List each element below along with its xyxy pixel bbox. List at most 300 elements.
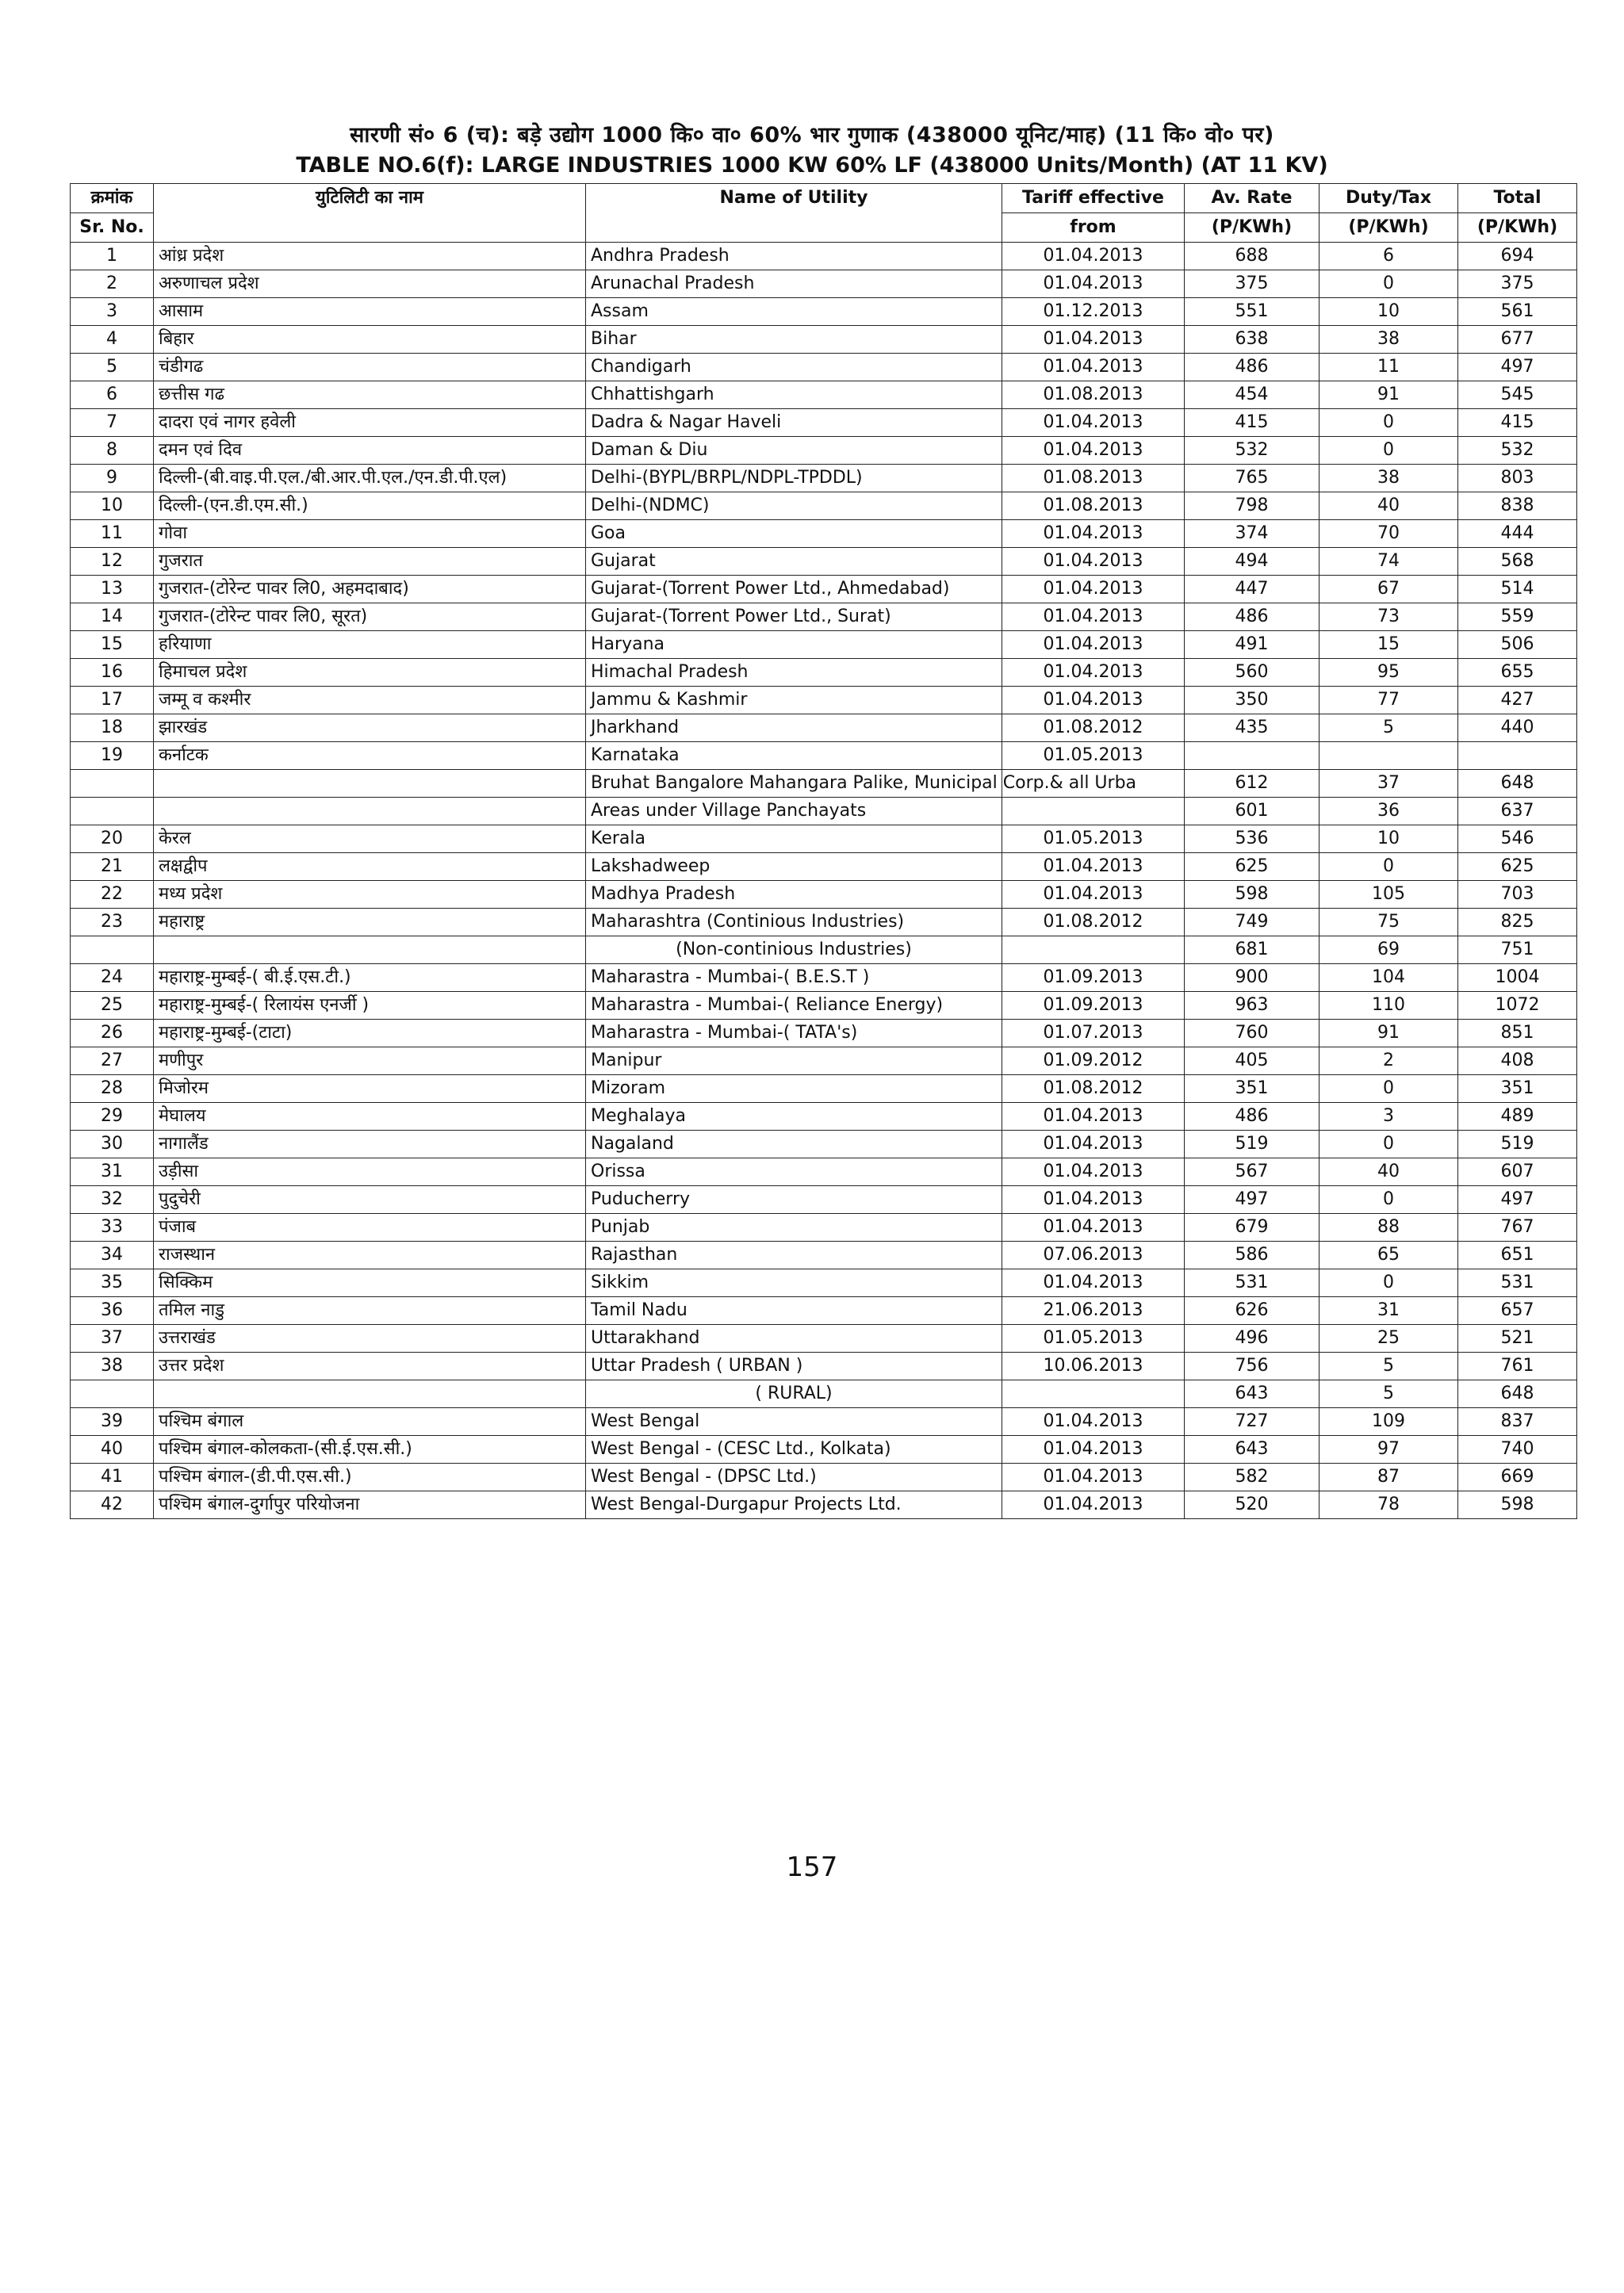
table-row [71,1020,1577,1047]
cell-sr-no: 21 [71,853,154,881]
cell-duty-tax: 0 [1320,853,1458,881]
cell-tariff-date: 01.05.2013 [1002,825,1185,853]
cell-av-rate: 598 [1185,881,1320,909]
cell-total: 521 [1458,1325,1577,1353]
cell-utility-hindi: महाराष्ट्र-मुम्बई-(टाटा) [154,1020,586,1047]
table-row [71,603,1577,631]
cell-utility-english: Rajasthan [586,1242,1002,1269]
cell-sr-no: 36 [71,1297,154,1325]
cell-utility-english: Nagaland [586,1131,1002,1158]
cell-duty-tax: 11 [1320,354,1458,381]
cell-sr-no: 9 [71,465,154,492]
header-rate-line1: Av. Rate [1185,184,1320,213]
cell-sr-no: 24 [71,964,154,992]
cell-duty-tax: 77 [1320,687,1458,714]
table-row [71,1325,1577,1353]
cell-utility-english: Puducherry [586,1186,1002,1214]
cell-duty-tax: 73 [1320,603,1458,631]
cell-av-rate: 520 [1185,1491,1320,1519]
cell-sr-no [71,798,154,825]
header-total-line1: Total [1458,184,1577,213]
cell-av-rate: 454 [1185,381,1320,409]
cell-av-rate: 519 [1185,1131,1320,1158]
table-row [71,326,1577,354]
cell-av-rate: 350 [1185,687,1320,714]
cell-total: 655 [1458,659,1577,687]
cell-av-rate: 626 [1185,1297,1320,1325]
cell-av-rate: 643 [1185,1380,1320,1408]
table-row [71,243,1577,270]
header-rate-line2: (P/KWh) [1185,213,1320,243]
cell-total: 838 [1458,492,1577,520]
cell-duty-tax: 10 [1320,298,1458,326]
cell-utility-english: Chhattishgarh [586,381,1002,409]
cell-tariff-date: 01.08.2013 [1002,492,1185,520]
cell-sr-no: 19 [71,742,154,770]
cell-utility-hindi: पुदुचेरी [154,1186,586,1214]
cell-tariff-date: 01.04.2013 [1002,853,1185,881]
cell-duty-tax [1320,742,1458,770]
cell-duty-tax: 38 [1320,326,1458,354]
cell-sr-no: 14 [71,603,154,631]
table-row [71,437,1577,465]
cell-utility-english: Chandigarh [586,354,1002,381]
cell-av-rate: 727 [1185,1408,1320,1436]
cell-duty-tax: 5 [1320,1380,1458,1408]
cell-av-rate: 486 [1185,603,1320,631]
cell-duty-tax: 0 [1320,1075,1458,1103]
cell-total: 648 [1458,770,1577,798]
cell-duty-tax: 91 [1320,1020,1458,1047]
cell-utility-hindi: पश्चिम बंगाल-कोलकता-(सी.ई.एस.सी.) [154,1436,586,1464]
table-row [71,381,1577,409]
table-row [71,853,1577,881]
cell-av-rate: 900 [1185,964,1320,992]
cell-utility-hindi [154,770,586,798]
cell-utility-english: Andhra Pradesh [586,243,1002,270]
cell-utility-hindi: कर्नाटक [154,742,586,770]
cell-utility-english: Himachal Pradesh [586,659,1002,687]
cell-tariff-date: 07.06.2013 [1002,1242,1185,1269]
cell-av-rate: 625 [1185,853,1320,881]
cell-total: 648 [1458,1380,1577,1408]
cell-av-rate: 551 [1185,298,1320,326]
cell-utility-english: Jharkhand [586,714,1002,742]
cell-duty-tax: 25 [1320,1325,1458,1353]
cell-utility-hindi: गुजरात [154,548,586,576]
cell-av-rate: 749 [1185,909,1320,936]
cell-duty-tax: 109 [1320,1408,1458,1436]
cell-duty-tax: 87 [1320,1464,1458,1491]
cell-tariff-date: 01.04.2013 [1002,1269,1185,1297]
cell-utility-english: Uttarakhand [586,1325,1002,1353]
header-utility-hindi: युटिलिटी का नाम [154,184,586,243]
cell-sr-no: 23 [71,909,154,936]
cell-utility-hindi: दिल्ली-(बी.वाइ.पी.एल./बी.आर.पी.एल./एन.डी.पी.एल) [154,465,586,492]
cell-total: 514 [1458,576,1577,603]
table-row [71,631,1577,659]
cell-tariff-date: 01.04.2013 [1002,1186,1185,1214]
cell-utility-hindi: मध्य प्रदेश [154,881,586,909]
cell-utility-hindi: मणीपुर [154,1047,586,1075]
cell-av-rate: 560 [1185,659,1320,687]
cell-duty-tax: 91 [1320,381,1458,409]
cell-utility-hindi: नागालैंड [154,1131,586,1158]
cell-sr-no: 28 [71,1075,154,1103]
cell-tariff-date: 01.04.2013 [1002,409,1185,437]
cell-av-rate: 532 [1185,437,1320,465]
table-row [71,1269,1577,1297]
cell-av-rate: 375 [1185,270,1320,298]
cell-duty-tax: 40 [1320,1158,1458,1186]
cell-utility-english: Delhi-(BYPL/BRPL/NDPL-TPDDL) [586,465,1002,492]
cell-utility-hindi: लक्षद्वीप [154,853,586,881]
cell-sr-no: 8 [71,437,154,465]
cell-sr-no: 31 [71,1158,154,1186]
cell-duty-tax: 69 [1320,936,1458,964]
cell-sr-no: 35 [71,1269,154,1297]
cell-utility-english: Maharastra - Mumbai-( TATA's) [586,1020,1002,1047]
table-row [71,1464,1577,1491]
cell-av-rate: 643 [1185,1436,1320,1464]
cell-utility-hindi: तमिल नाडु [154,1297,586,1325]
cell-tariff-date: 01.08.2012 [1002,714,1185,742]
cell-tariff-date: 01.04.2013 [1002,1491,1185,1519]
cell-total: 677 [1458,326,1577,354]
cell-total: 694 [1458,243,1577,270]
cell-av-rate: 435 [1185,714,1320,742]
cell-utility-hindi: दमन एवं दिव [154,437,586,465]
cell-duty-tax: 88 [1320,1214,1458,1242]
cell-total: 703 [1458,881,1577,909]
cell-utility-hindi: आंध्र प्रदेश [154,243,586,270]
table-row [71,714,1577,742]
cell-tariff-date: 01.09.2012 [1002,1047,1185,1075]
cell-utility-hindi: उत्तर प्रदेश [154,1353,586,1380]
cell-sr-no: 3 [71,298,154,326]
cell-utility-english: Gujarat-(Torrent Power Ltd., Surat) [586,603,1002,631]
cell-sr-no [71,936,154,964]
table-title-english: TABLE NO.6(f): LARGE INDUSTRIES 1000 KW 60% LF (438000 Units/Month) (AT 11 KV) [296,153,1328,178]
cell-sr-no: 37 [71,1325,154,1353]
cell-total: 531 [1458,1269,1577,1297]
cell-av-rate: 582 [1185,1464,1320,1491]
table-title-hindi: सारणी सं० 6 (च): बड़े उद्योग 1000 कि० वा० 60% भार गुणाक (438000 यूनिट/माह) (11 कि० वो० पर) [350,123,1274,147]
cell-tariff-date: 01.09.2013 [1002,964,1185,992]
cell-total: 497 [1458,354,1577,381]
cell-duty-tax: 0 [1320,409,1458,437]
cell-utility-english: Manipur [586,1047,1002,1075]
cell-av-rate: 374 [1185,520,1320,548]
cell-sr-no: 6 [71,381,154,409]
cell-utility-english: Maharastra - Mumbai-( Reliance Energy) [586,992,1002,1020]
cell-tariff-date: 01.07.2013 [1002,1020,1185,1047]
cell-total: 415 [1458,409,1577,437]
cell-utility-english: Dadra & Nagar Haveli [586,409,1002,437]
cell-sr-no: 40 [71,1436,154,1464]
cell-total: 803 [1458,465,1577,492]
cell-tariff-date: 01.04.2013 [1002,1408,1185,1436]
cell-av-rate: 756 [1185,1353,1320,1380]
cell-total: 598 [1458,1491,1577,1519]
cell-utility-hindi: हिमाचल प्रदेश [154,659,586,687]
header-sr-english: Sr. No. [71,213,154,243]
cell-av-rate: 531 [1185,1269,1320,1297]
cell-sr-no: 10 [71,492,154,520]
cell-total: 546 [1458,825,1577,853]
cell-sr-no: 12 [71,548,154,576]
cell-utility-hindi: महाराष्ट्र [154,909,586,936]
page-number: 157 [786,1851,838,1883]
cell-total: 440 [1458,714,1577,742]
cell-utility-english: Goa [586,520,1002,548]
cell-av-rate: 496 [1185,1325,1320,1353]
cell-total: 375 [1458,270,1577,298]
cell-total: 1004 [1458,964,1577,992]
cell-total: 568 [1458,548,1577,576]
cell-tariff-date [1002,798,1185,825]
table-body [71,243,1577,1519]
cell-tariff-date: 01.04.2013 [1002,243,1185,270]
cell-utility-hindi: बिहार [154,326,586,354]
cell-tariff-date: 01.04.2013 [1002,1214,1185,1242]
cell-av-rate: 447 [1185,576,1320,603]
cell-tariff-date: 01.04.2013 [1002,631,1185,659]
cell-av-rate: 351 [1185,1075,1320,1103]
cell-tariff-date: 01.04.2013 [1002,1103,1185,1131]
cell-sr-no: 42 [71,1491,154,1519]
cell-av-rate: 491 [1185,631,1320,659]
cell-utility-english: West Bengal [586,1408,1002,1436]
cell-sr-no: 5 [71,354,154,381]
cell-duty-tax: 0 [1320,1131,1458,1158]
table-row [71,1047,1577,1075]
header-sr-hindi: क्रमांक [71,184,154,213]
cell-utility-hindi: मेघालय [154,1103,586,1131]
cell-utility-english: Tamil Nadu [586,1297,1002,1325]
cell-utility-english: Sikkim [586,1269,1002,1297]
cell-av-rate: 688 [1185,243,1320,270]
cell-duty-tax: 110 [1320,992,1458,1020]
cell-tariff-date: 01.04.2013 [1002,576,1185,603]
cell-av-rate: 486 [1185,1103,1320,1131]
cell-total: 559 [1458,603,1577,631]
cell-duty-tax: 95 [1320,659,1458,687]
cell-tariff-date: 01.04.2013 [1002,326,1185,354]
cell-utility-hindi: पंजाब [154,1214,586,1242]
cell-utility-hindi: दिल्ली-(एन.डी.एम.सी.) [154,492,586,520]
tariff-table [70,183,1577,1519]
cell-sr-no: 11 [71,520,154,548]
cell-sr-no: 4 [71,326,154,354]
cell-tariff-date: 21.06.2013 [1002,1297,1185,1325]
cell-av-rate: 415 [1185,409,1320,437]
cell-tariff-date: 01.04.2013 [1002,603,1185,631]
table-row [71,1380,1577,1408]
cell-av-rate: 679 [1185,1214,1320,1242]
cell-utility-hindi: महाराष्ट्र-मुम्बई-( बी.ई.एस.टी.) [154,964,586,992]
cell-sr-no: 7 [71,409,154,437]
table-row [71,1131,1577,1158]
cell-duty-tax: 3 [1320,1103,1458,1131]
cell-utility-english: Assam [586,298,1002,326]
cell-utility-english: Bihar [586,326,1002,354]
cell-duty-tax: 0 [1320,1269,1458,1297]
cell-utility-english: Daman & Diu [586,437,1002,465]
cell-utility-english: Haryana [586,631,1002,659]
cell-utility-english: Meghalaya [586,1103,1002,1131]
cell-duty-tax: 31 [1320,1297,1458,1325]
cell-tariff-date: 01.04.2013 [1002,354,1185,381]
table-row [71,881,1577,909]
cell-total: 444 [1458,520,1577,548]
cell-utility-english: West Bengal - (CESC Ltd., Kolkata) [586,1436,1002,1464]
cell-utility-hindi [154,1380,586,1408]
cell-total: 351 [1458,1075,1577,1103]
cell-utility-english: Gujarat [586,548,1002,576]
table-row [71,687,1577,714]
cell-utility-hindi: पश्चिम बंगाल-दुर्गापुर परियोजना [154,1491,586,1519]
cell-av-rate: 494 [1185,548,1320,576]
cell-utility-hindi: गोवा [154,520,586,548]
cell-total: 408 [1458,1047,1577,1075]
cell-sr-no: 33 [71,1214,154,1242]
cell-duty-tax: 38 [1320,465,1458,492]
cell-utility-hindi: गुजरात-(टोरेन्ट पावर लि0, अहमदाबाद) [154,576,586,603]
cell-total: 837 [1458,1408,1577,1436]
cell-duty-tax: 67 [1320,576,1458,603]
cell-sr-no [71,770,154,798]
cell-tariff-date: 01.08.2013 [1002,381,1185,409]
cell-tariff-date: 01.04.2013 [1002,687,1185,714]
cell-utility-hindi: अरुणाचल प्रदेश [154,270,586,298]
table-header [71,184,1577,243]
cell-utility-english: (Non-continious Industries) [586,936,1002,964]
cell-tariff-date: 01.04.2013 [1002,1464,1185,1491]
table-row [71,659,1577,687]
cell-total: 851 [1458,1020,1577,1047]
cell-duty-tax: 0 [1320,437,1458,465]
cell-utility-english: Jammu & Kashmir [586,687,1002,714]
cell-av-rate: 638 [1185,326,1320,354]
cell-sr-no: 41 [71,1464,154,1491]
cell-duty-tax: 15 [1320,631,1458,659]
cell-utility-english: Uttar Pradesh ( URBAN ) [586,1353,1002,1380]
cell-tariff-date: 01.04.2013 [1002,1436,1185,1464]
cell-utility-hindi: उत्तराखंड [154,1325,586,1353]
header-utility-english: Name of Utility [586,184,1002,243]
table-row [71,492,1577,520]
cell-utility-hindi: झारखंड [154,714,586,742]
cell-utility-english: Gujarat-(Torrent Power Ltd., Ahmedabad) [586,576,1002,603]
cell-total: 767 [1458,1214,1577,1242]
cell-total [1458,742,1577,770]
cell-utility-english: Bruhat Bangalore Mahangara Palike, Municipal Corp.& all Urba [586,770,1002,798]
cell-sr-no: 29 [71,1103,154,1131]
cell-duty-tax: 5 [1320,714,1458,742]
cell-utility-hindi: महाराष्ट्र-मुम्बई-( रिलायंस एनर्जी ) [154,992,586,1020]
cell-duty-tax: 70 [1320,520,1458,548]
table-row [71,1214,1577,1242]
cell-utility-english: Delhi-(NDMC) [586,492,1002,520]
cell-utility-english: Areas under Village Panchayats [586,798,1002,825]
cell-utility-hindi [154,798,586,825]
cell-utility-hindi: जम्मू व कश्मीर [154,687,586,714]
cell-utility-hindi [154,936,586,964]
cell-duty-tax: 2 [1320,1047,1458,1075]
cell-tariff-date: 01.04.2013 [1002,659,1185,687]
table-row [71,825,1577,853]
cell-utility-english: Arunachal Pradesh [586,270,1002,298]
cell-utility-english: ( RURAL) [586,1380,1002,1408]
cell-sr-no: 26 [71,1020,154,1047]
cell-total: 825 [1458,909,1577,936]
cell-sr-no: 39 [71,1408,154,1436]
cell-av-rate: 760 [1185,1020,1320,1047]
cell-sr-no: 16 [71,659,154,687]
cell-utility-hindi: उड़ीसा [154,1158,586,1186]
cell-tariff-date: 01.04.2013 [1002,1131,1185,1158]
cell-tariff-date: 01.04.2013 [1002,548,1185,576]
cell-duty-tax: 40 [1320,492,1458,520]
cell-av-rate [1185,742,1320,770]
table-row [71,1158,1577,1186]
cell-duty-tax: 65 [1320,1242,1458,1269]
cell-av-rate: 497 [1185,1186,1320,1214]
cell-utility-english: Kerala [586,825,1002,853]
cell-sr-no: 25 [71,992,154,1020]
cell-duty-tax: 5 [1320,1353,1458,1380]
cell-sr-no: 15 [71,631,154,659]
cell-sr-no: 32 [71,1186,154,1214]
cell-sr-no [71,1380,154,1408]
cell-sr-no: 18 [71,714,154,742]
cell-total: 751 [1458,936,1577,964]
cell-duty-tax: 6 [1320,243,1458,270]
cell-sr-no: 17 [71,687,154,714]
cell-utility-english: West Bengal-Durgapur Projects Ltd. [586,1491,1002,1519]
cell-total: 625 [1458,853,1577,881]
cell-av-rate: 586 [1185,1242,1320,1269]
cell-utility-english: Maharashtra (Continious Industries) [586,909,1002,936]
table-row [71,798,1577,825]
cell-utility-hindi: हरियाणा [154,631,586,659]
cell-av-rate: 486 [1185,354,1320,381]
cell-total: 761 [1458,1353,1577,1380]
cell-sr-no: 34 [71,1242,154,1269]
cell-tariff-date: 01.04.2013 [1002,1158,1185,1186]
cell-sr-no: 27 [71,1047,154,1075]
header-tariff-line2: from [1002,213,1185,243]
cell-tariff-date: 01.04.2013 [1002,270,1185,298]
cell-tariff-date: 01.04.2013 [1002,437,1185,465]
cell-utility-english: West Bengal - (DPSC Ltd.) [586,1464,1002,1491]
cell-tariff-date: 01.04.2013 [1002,520,1185,548]
cell-total: 497 [1458,1186,1577,1214]
cell-av-rate: 681 [1185,936,1320,964]
header-tariff-line1: Tariff effective [1002,184,1185,213]
cell-sr-no: 30 [71,1131,154,1158]
table-row [71,1353,1577,1380]
table-row [71,1103,1577,1131]
cell-sr-no: 1 [71,243,154,270]
cell-utility-hindi: छत्तीस गढ [154,381,586,409]
cell-tariff-date: 01.05.2013 [1002,742,1185,770]
cell-utility-hindi: चंडीगढ [154,354,586,381]
cell-total: 532 [1458,437,1577,465]
cell-total: 657 [1458,1297,1577,1325]
cell-av-rate: 765 [1185,465,1320,492]
